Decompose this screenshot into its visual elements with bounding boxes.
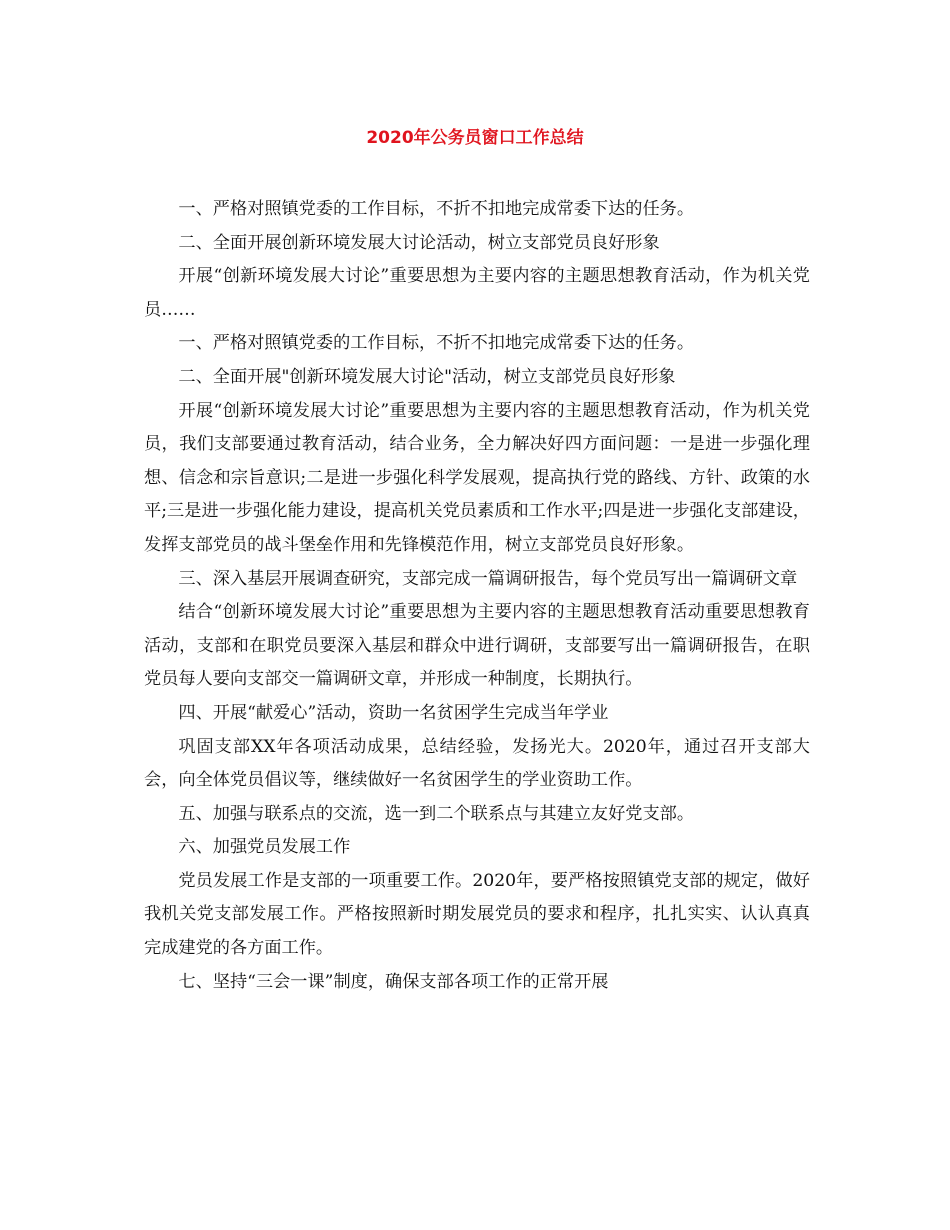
- paragraph: 开展“创新环境发展大讨论”重要思想为主要内容的主题思想教育活动，作为机关党员……: [144, 266, 810, 320]
- document-title: 2020年公务员窗口工作总结: [366, 128, 584, 148]
- document-body: [144, 193, 810, 999]
- paragraph: 二、全面开展"创新环境发展大讨论"活动，树立支部党员良好形象: [178, 366, 676, 387]
- paragraph: 巩固支部XX年各项活动成果，总结经验，发扬光大。2020年，通过召开支部大会，向全体党员倡议等，继续做好一名贫困学生的学业资助工作。: [144, 736, 810, 791]
- paragraph: 一、严格对照镇党委的工作目标，不折不扣地完成常委下达的任务。: [178, 333, 695, 354]
- paragraph: 一、严格对照镇党委的工作目标，不折不扣地完成常委下达的任务。: [178, 199, 695, 219]
- paragraph: 七、坚持“三会一课”制度，确保支部各项工作的正常开展: [178, 971, 609, 992]
- paragraph: 结合“创新环境发展大讨论”重要思想为主要内容的主题思想教育活动重要思想教育活动，支部和在职党员要深入基层和群众中进行调研，支部要写出一篇调研报告，在职党员每人要向支部交一篇调研文章，并形成一种制度，长期执行。: [144, 602, 810, 690]
- paragraph: 二、全面开展创新环境发展大讨论活动，树立支部党员良好形象: [178, 232, 660, 253]
- paragraph: 四、开展“献爱心”活动，资助一名贫困学生完成当年学业: [178, 702, 609, 723]
- paragraph: 开展“创新环境发展大讨论”重要思想为主要内容的主题思想教育活动，作为机关党员，我们支部要通过教育活动，结合业务，全力解决好四方面问题：一是进一步强化理想、信念和宗旨意识;二是进一步强化科学发展观，提高执行党的路线、方针、政策的水平;三是进一步强化能力建设，提高机关党员素质和工作水平;四是进一步强化支部建设，发挥支部党员的战斗堡垒作用和先锋模范作用，树立支部党员良好形象。: [144, 400, 810, 555]
- paragraph: 党员发展工作是支部的一项重要工作。2020年，要严格按照镇党支部的规定，做好我机关党支部发展工作。严格按照新时期发展党员的要求和程序，扎扎实实、认认真真完成建党的各方面工作。: [144, 870, 810, 959]
- paragraph: 六、加强党员发展工作: [178, 837, 351, 858]
- paragraph: 三、深入基层开展调查研究，支部完成一篇调研报告，每个党员写出一篇调研文章: [178, 568, 798, 589]
- paragraph: 五、加强与联系点的交流，选一到二个联系点与其建立友好党支部。: [178, 803, 695, 824]
